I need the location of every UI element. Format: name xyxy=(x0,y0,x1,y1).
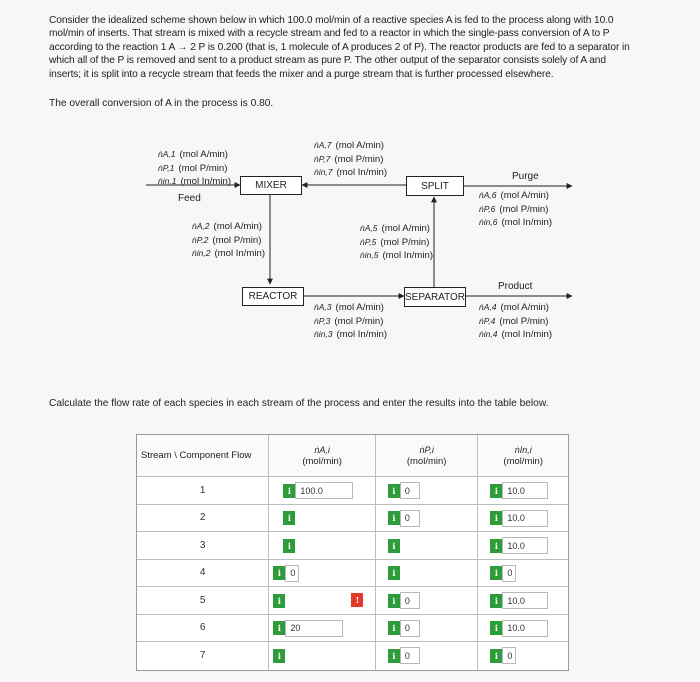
stream-unit: (mol In/min) xyxy=(336,329,388,341)
stream-symbol: ṅP,3 xyxy=(314,315,331,326)
stream-symbol: ṅA,6 xyxy=(479,190,497,200)
stream-symbol: ṅP,2 xyxy=(192,234,209,245)
flow-in-cell xyxy=(478,505,568,532)
info-icon[interactable]: i xyxy=(490,594,502,608)
table-row xyxy=(137,642,568,670)
stream-6-labels xyxy=(479,189,552,230)
flow-p-cell xyxy=(376,587,479,614)
info-icon[interactable]: i xyxy=(490,621,502,635)
flow-p-field xyxy=(388,620,420,637)
flow-a-input[interactable]: 100.0 xyxy=(295,482,353,499)
flow-a-field xyxy=(273,592,285,609)
flow-a-cell xyxy=(269,587,376,614)
stream-unit: (mol A/min) xyxy=(213,221,263,232)
flow-in-field xyxy=(490,647,516,664)
flow-in-cell xyxy=(478,560,568,587)
flow-a-input[interactable]: 20 xyxy=(285,620,343,637)
stream-symbol: ṅA,4 xyxy=(479,302,497,312)
header-a xyxy=(269,435,376,476)
flow-p-field xyxy=(388,510,420,527)
stream-symbol: ṅP,6 xyxy=(479,203,496,214)
stream-number xyxy=(137,505,269,532)
flow-p-cell xyxy=(376,615,479,642)
flow-in-input[interactable]: 0 xyxy=(502,647,516,664)
separator-box: SEPARATOR xyxy=(404,287,466,307)
problem-line: Consider the idealized scheme shown below in which 100.0 mol/min of a reactive species A is fed to the process along with 10.0 xyxy=(49,15,614,26)
flow-a-cell xyxy=(269,505,376,532)
flow-p-input[interactable]: 0 xyxy=(400,620,420,637)
stream-7-labels xyxy=(314,139,387,180)
info-icon[interactable]: i xyxy=(388,594,400,608)
table-header xyxy=(137,435,568,477)
flow-a-field xyxy=(283,482,353,499)
stream-unit: (mol In/min) xyxy=(214,248,266,260)
flow-a-input[interactable]: 0 xyxy=(285,565,299,582)
flow-a-field xyxy=(273,620,343,637)
flow-p-input[interactable]: 0 xyxy=(400,510,420,527)
flow-p-field xyxy=(388,565,400,582)
problem-line: according to the reaction 1 A → 2 P is 0.200 (that is, 1 molecule of A produces 2 of P). The reactor products are fed to a separator in xyxy=(49,41,630,53)
stream-number-label: 1 xyxy=(199,484,206,496)
stream-symbol: ṅP,1 xyxy=(158,162,175,173)
flow-in-field xyxy=(490,592,548,609)
stream-3-labels xyxy=(314,301,387,342)
stream-number-label: 5 xyxy=(199,594,206,606)
error-icon[interactable]: ! xyxy=(351,593,363,607)
flow-in-input[interactable]: 10.0 xyxy=(502,592,548,609)
flow-in-cell xyxy=(478,587,568,614)
header-stream: Stream \ Component Flow xyxy=(137,435,269,476)
header-in-unit: (mol/min) xyxy=(503,455,543,467)
flow-in-field xyxy=(490,565,516,582)
stream-unit: (mol In/min) xyxy=(336,167,388,179)
flow-a-field xyxy=(273,565,299,582)
table-row xyxy=(137,532,568,560)
stream-2-labels xyxy=(192,220,265,261)
flow-in-field xyxy=(490,482,548,499)
info-icon[interactable]: i xyxy=(283,539,295,553)
flow-p-field xyxy=(388,482,420,499)
flow-in-field xyxy=(490,620,548,637)
flow-p-cell xyxy=(376,560,479,587)
flow-p-field xyxy=(388,592,420,609)
overall-conversion: The overall conversion of A in the process is 0.80. xyxy=(49,98,274,109)
stream-number-label: 4 xyxy=(199,567,206,579)
flow-in-cell xyxy=(478,477,568,504)
flow-a-cell xyxy=(269,560,376,587)
info-icon[interactable]: i xyxy=(283,484,295,498)
stream-symbol: ṅP,4 xyxy=(479,315,496,326)
stream-number-label: 7 xyxy=(199,650,206,662)
stream-unit: (mol P/min) xyxy=(380,236,430,248)
feed-label: Feed xyxy=(178,193,201,204)
stream-unit: (mol A/min) xyxy=(381,223,431,234)
stream-number xyxy=(137,560,269,587)
stream-symbol: ṅP,7 xyxy=(314,153,331,164)
flow-in-input[interactable]: 10.0 xyxy=(502,510,548,527)
table-row xyxy=(137,505,568,533)
split-box: SPLIT xyxy=(406,176,464,196)
flow-p-cell xyxy=(376,532,479,559)
info-icon[interactable]: i xyxy=(490,649,502,663)
stream-number-label: 3 xyxy=(199,539,206,551)
flow-p-field xyxy=(388,647,420,664)
stream-symbol: ṅA,7 xyxy=(314,140,332,150)
flow-p-input[interactable]: 0 xyxy=(400,647,420,664)
header-in-symbol: ṅIn,i xyxy=(514,444,532,455)
table-row xyxy=(137,477,568,505)
stream-unit: (mol A/min) xyxy=(500,190,550,201)
stream-number xyxy=(137,587,269,614)
stream-symbol: ṅin,6 xyxy=(479,217,498,228)
info-icon[interactable]: i xyxy=(490,539,502,553)
table-row xyxy=(137,560,568,588)
flow-a-cell xyxy=(269,615,376,642)
flow-p-field xyxy=(388,537,400,554)
product-label: Product xyxy=(498,281,533,292)
flow-a-cell xyxy=(269,642,376,670)
stream-unit: (mol In/min) xyxy=(180,176,232,188)
header-p-unit: (mol/min) xyxy=(406,455,447,467)
stream-number xyxy=(137,532,269,559)
problem-line: which all of the P is removed and sent to a product stream as pure P. The other output of the separator consists solely of A and xyxy=(49,55,606,67)
stream-symbol: ṅin,4 xyxy=(479,329,498,340)
header-in xyxy=(478,435,568,476)
header-a-unit: (mol/min) xyxy=(302,455,342,467)
flow-a-field xyxy=(283,510,295,527)
flow-in-input[interactable]: 0 xyxy=(502,565,516,582)
stream-symbol: ṅA,3 xyxy=(314,302,332,312)
problem-line: inserts; it is split into a recycle stream that feeds the mixer and a purge stream that is further processed elsewhere. xyxy=(49,68,554,80)
stream-symbol: ṅin,5 xyxy=(360,250,379,261)
stream-unit: (mol In/min) xyxy=(501,329,553,341)
stream-unit: (mol A/min) xyxy=(335,140,385,151)
info-icon[interactable]: i xyxy=(273,566,285,580)
reactor-box: REACTOR xyxy=(242,287,304,306)
stream-unit: (mol P/min) xyxy=(499,203,549,215)
stream-symbol: ṅA,2 xyxy=(192,221,210,231)
flow-in-cell xyxy=(478,642,568,670)
flow-a-cell xyxy=(269,477,376,504)
stream-unit: (mol A/min) xyxy=(179,149,229,160)
stream-unit: (mol P/min) xyxy=(499,315,549,327)
stream-symbol: ṅin,1 xyxy=(158,176,177,187)
stream-unit: (mol P/min) xyxy=(334,315,384,327)
stream-number xyxy=(137,477,269,504)
stream-unit: (mol In/min) xyxy=(382,250,434,262)
info-icon[interactable]: i xyxy=(388,484,400,498)
stream-symbol: ṅin,2 xyxy=(192,248,211,259)
info-icon[interactable]: i xyxy=(273,649,285,663)
info-icon[interactable]: i xyxy=(273,621,285,635)
flow-a-cell xyxy=(269,532,376,559)
flow-in-cell xyxy=(478,615,568,642)
info-icon[interactable]: i xyxy=(283,511,295,525)
header-p xyxy=(376,435,479,476)
flow-in-input[interactable]: 10.0 xyxy=(502,537,548,554)
info-icon[interactable]: i xyxy=(388,566,400,580)
flow-p-input[interactable]: 0 xyxy=(400,592,420,609)
flow-in-input[interactable]: 10.0 xyxy=(502,482,548,499)
instruction-text: Calculate the flow rate of each species in each stream of the process and enter the results into the table below. xyxy=(49,398,549,409)
flow-p-cell xyxy=(376,505,479,532)
stream-symbol: ṅin,3 xyxy=(314,329,333,340)
stream-unit: (mol P/min) xyxy=(178,162,228,174)
stream-symbol: ṅin,7 xyxy=(314,167,333,178)
flow-in-cell xyxy=(478,532,568,559)
info-icon[interactable]: i xyxy=(490,566,502,580)
flow-in-field xyxy=(490,537,548,554)
info-icon[interactable]: i xyxy=(273,594,285,608)
stream-symbol: ṅA,1 xyxy=(158,149,176,159)
stream-5-labels xyxy=(360,222,433,263)
header-p-symbol: ṅP,i xyxy=(419,444,434,455)
table-row xyxy=(137,615,568,643)
flow-a-field xyxy=(283,537,295,554)
stream-symbol: ṅA,5 xyxy=(360,223,378,233)
info-icon[interactable]: i xyxy=(388,621,400,635)
problem-line: mol/min of inserts. That stream is mixed with a recycle stream and fed to a reactor in which the single-pass conversion of A to P xyxy=(49,28,610,40)
flow-table xyxy=(136,434,569,671)
table-row xyxy=(137,587,568,615)
header-a-symbol: ṅA,i xyxy=(314,444,330,455)
mixer-box: MIXER xyxy=(240,176,302,195)
stream-4-labels xyxy=(479,301,552,342)
stream-unit: (mol A/min) xyxy=(500,302,550,313)
flow-p-cell xyxy=(376,477,479,504)
stream-number xyxy=(137,642,269,670)
flow-in-input[interactable]: 10.0 xyxy=(502,620,548,637)
stream-number xyxy=(137,615,269,642)
flow-p-cell xyxy=(376,642,479,670)
purge-label: Purge xyxy=(512,171,539,182)
flow-a-field xyxy=(273,647,285,664)
info-icon[interactable]: i xyxy=(490,484,502,498)
stream-symbol: ṅP,5 xyxy=(360,236,377,247)
info-icon[interactable]: i xyxy=(388,511,400,525)
stream-unit: (mol In/min) xyxy=(501,217,553,229)
stream-unit: (mol P/min) xyxy=(334,153,384,165)
stream-unit: (mol P/min) xyxy=(212,234,262,246)
info-icon[interactable]: i xyxy=(388,539,400,553)
stream-number-label: 2 xyxy=(199,512,206,524)
stream-number-label: 6 xyxy=(199,622,206,634)
stream-unit: (mol A/min) xyxy=(335,302,385,313)
flow-in-field xyxy=(490,510,548,527)
stream-1-labels xyxy=(158,148,231,189)
info-icon[interactable]: i xyxy=(490,511,502,525)
info-icon[interactable]: i xyxy=(388,649,400,663)
flow-p-input[interactable]: 0 xyxy=(400,482,420,499)
